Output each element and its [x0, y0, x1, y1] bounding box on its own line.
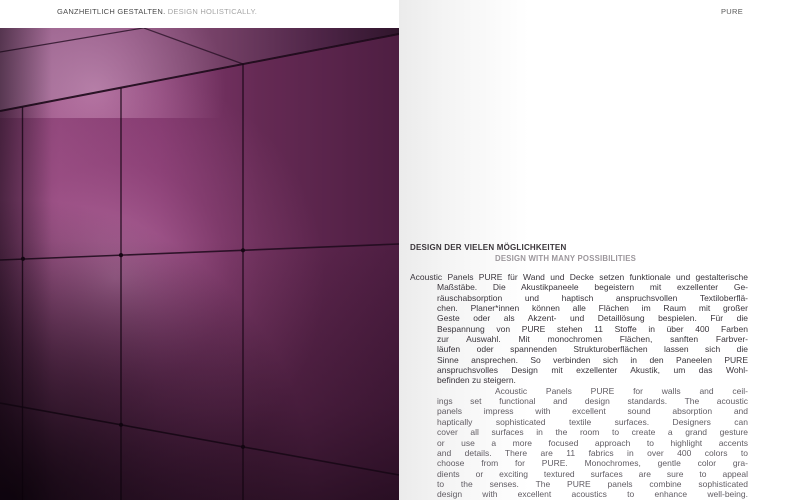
body-line: Geste oder als Akzent- und Detaillösung bespielen. Für die: [437, 313, 748, 324]
running-header-left: [57, 7, 257, 16]
body-line: ings set functional and design standards. The acoustic: [437, 396, 748, 407]
body-line: and details. There are 11 fabrics in over 400 colors to: [437, 447, 748, 458]
body-line: panels impress with excellent sound absorption and: [437, 406, 748, 417]
body-line: or use a more focused approach to highlight accents: [437, 437, 748, 448]
acoustic-panel-photo: [0, 28, 399, 500]
running-header-product-label: PURE: [720, 7, 743, 16]
article-body-english: [437, 386, 748, 500]
body-line: cover all surfaces in the room to create a grand gesture: [437, 427, 748, 438]
body-line: Acoustic Panels PURE for walls and ceil-: [495, 385, 748, 396]
article-body: [410, 272, 748, 500]
body-line: haptically sophisticated textile surfaces. Designers can: [437, 416, 748, 427]
body-line: Maßstäbe. Die Akustikpaneele begeistern mit exzellenter Ge-: [437, 282, 748, 293]
body-line: Bespannung von PURE stehen 11 Stoffe in über 400 Farben: [437, 323, 748, 334]
body-line: anspruchsvolles Design mit exzellenter Akustik, um das Wohl-: [437, 365, 748, 376]
article-title-de: DESIGN DER VIELEN MÖGLICHKEITEN: [410, 243, 567, 252]
body-line: design with excellent acoustics to enhance well-being.: [437, 489, 748, 500]
article-body-german: [410, 272, 748, 386]
body-line: läufen oder spannenden Strukturoberflächen lassen sich die: [437, 344, 748, 355]
body-line: chen. Planer*innen können alle Flächen im Raum mit großer: [437, 303, 748, 314]
acoustic-panel-photo-svg: [0, 28, 399, 500]
body-line: räuschabsorption und haptisch anspruchsvollen Textiloberflä-: [437, 292, 748, 303]
body-line: Acoustic Panels PURE für Wand und Decke setzen funktionale und gestalterische: [410, 272, 748, 282]
running-header-title-de: GANZHEITLICH GESTALTEN.: [57, 7, 166, 16]
body-line: befinden zu steigern.: [437, 375, 516, 386]
body-line: Sinne ansprechen. So verbinden sich in den Paneelen PURE: [437, 354, 748, 365]
body-line: to the senses. The PURE panels combine sophisticated: [437, 478, 748, 489]
body-line: dients or exciting textured surfaces are sure to appeal: [437, 468, 748, 479]
article-title-en: DESIGN WITH MANY POSSIBILITIES: [495, 254, 637, 263]
bottom-shadow: [0, 28, 399, 500]
body-line: zur Auswahl. Mit monochromen Flächen, sanften Farbver-: [437, 334, 748, 345]
body-line: choose from for PURE. Monochromes, gentle color gra-: [437, 458, 748, 469]
running-header-title-en: DESIGN HOLISTICALLY.: [167, 7, 258, 16]
